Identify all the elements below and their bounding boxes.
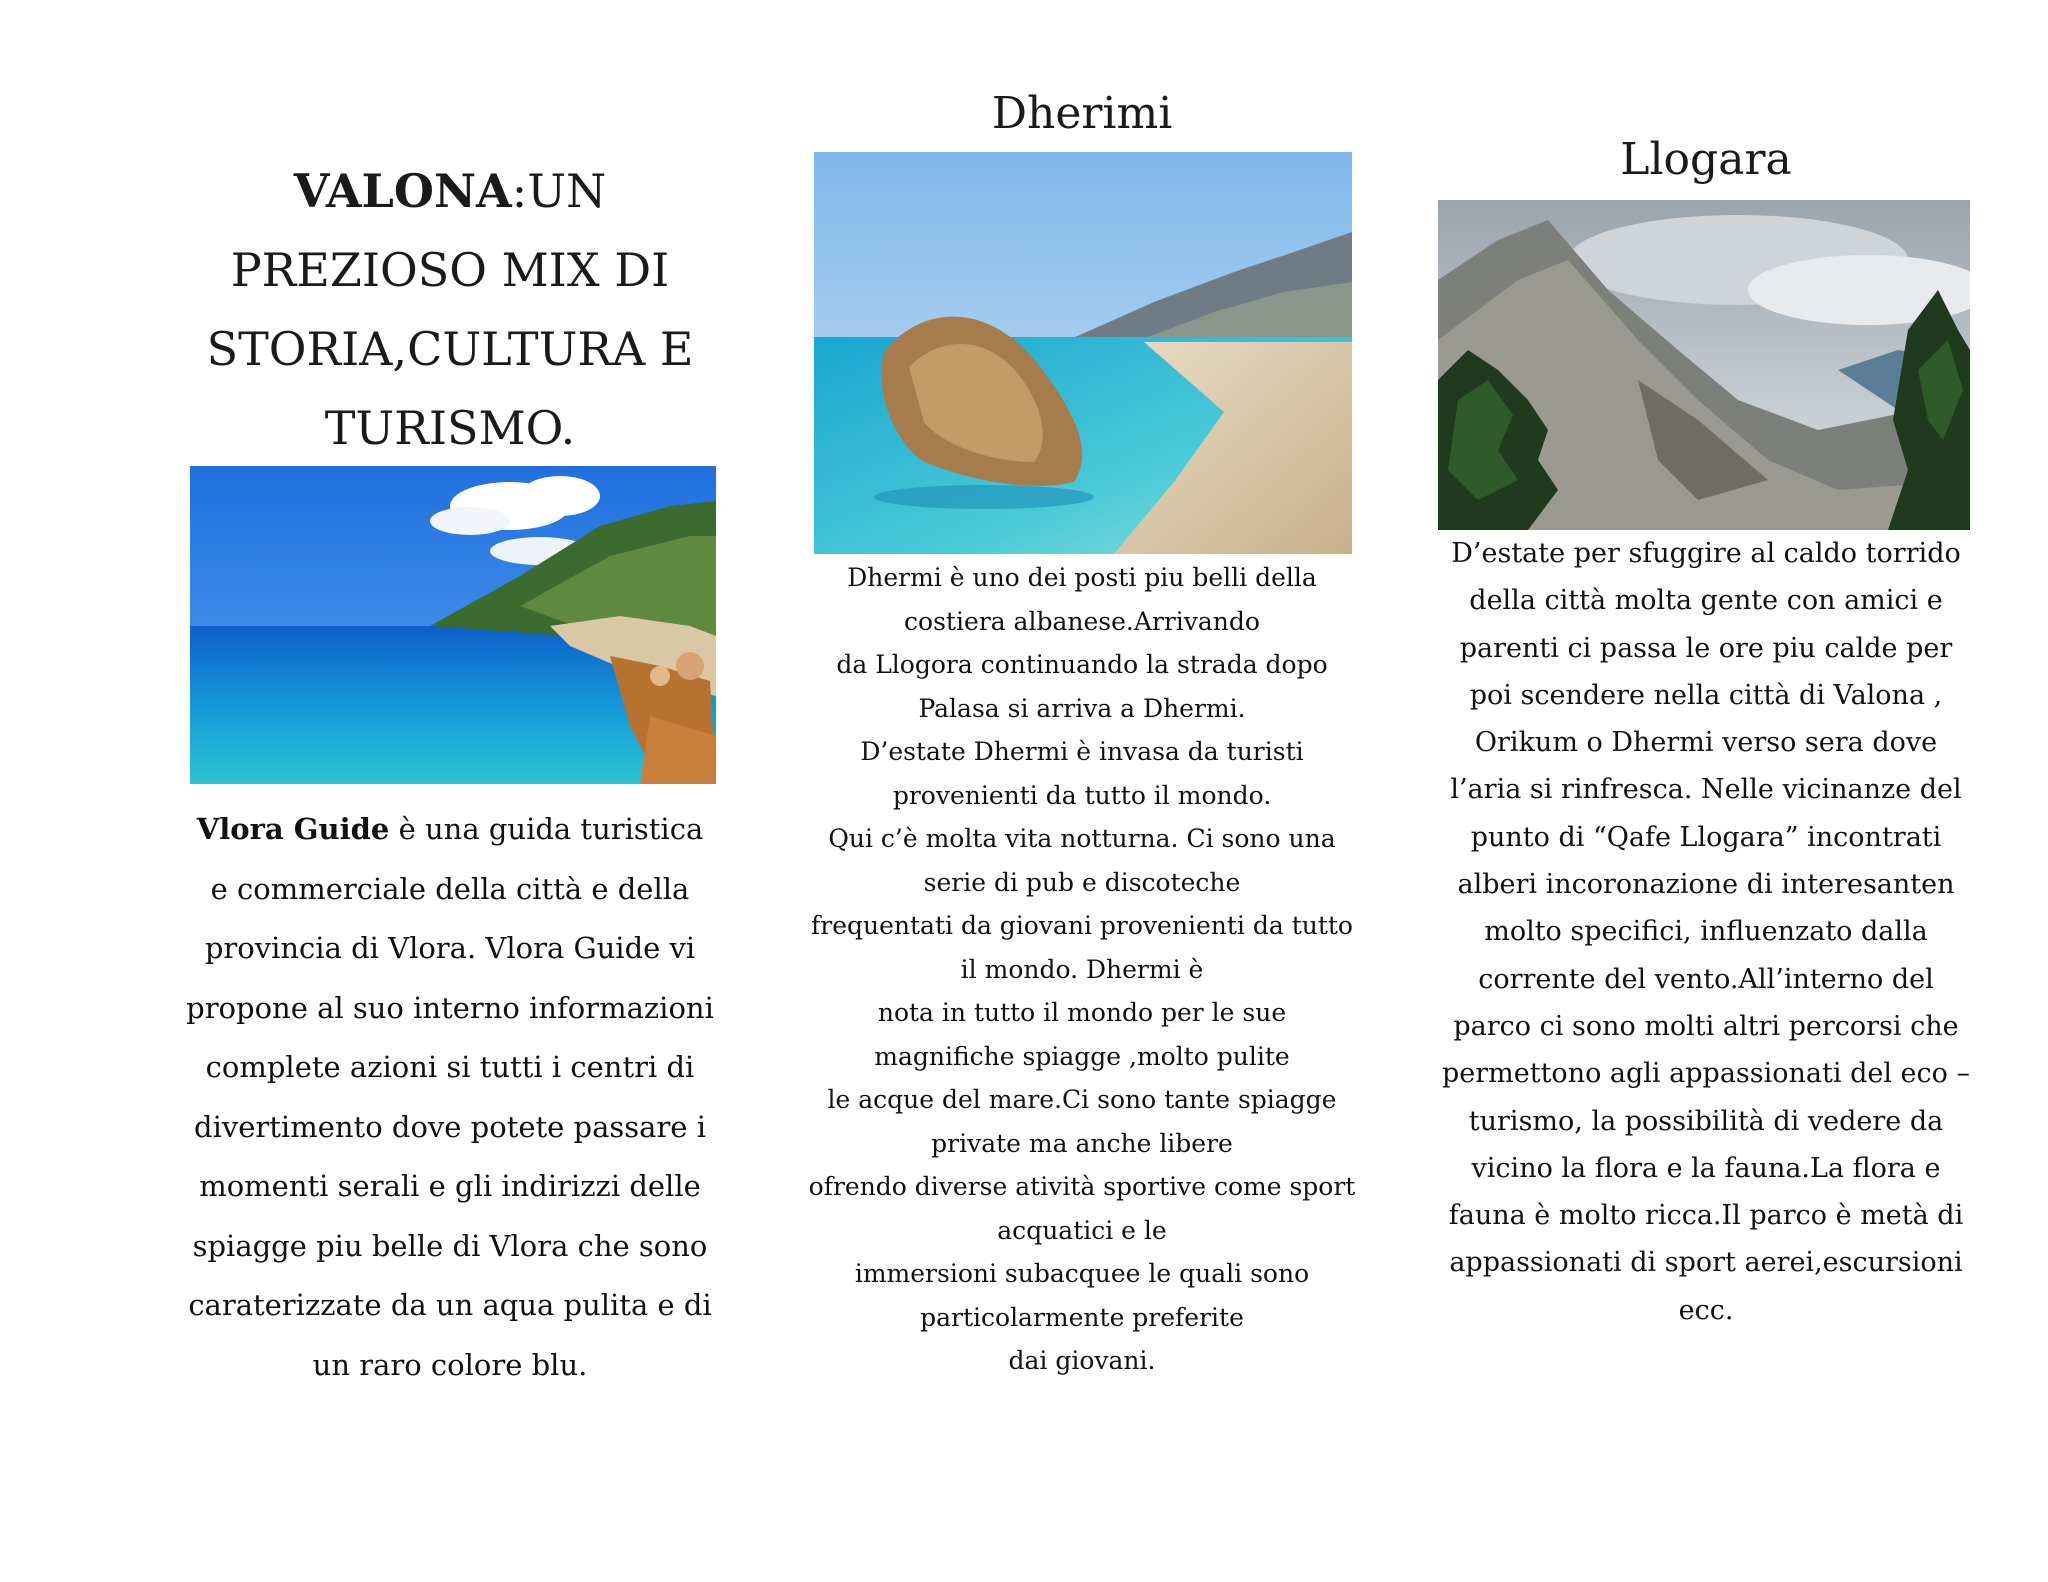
- dherimi-beach-photo: [814, 152, 1352, 554]
- dherimi-description: [808, 556, 1356, 1383]
- dherimi-line: nota in tutto il mondo per le sue magnifiche spiagge ,molto pulite: [874, 998, 1290, 1071]
- dherimi-line: dai giovani.: [1008, 1346, 1156, 1375]
- dherimi-line: Qui c’è molta vita notturna. Ci sono una serie di pub e discoteche: [828, 824, 1336, 897]
- vlora-guide-name: Vlora Guide: [196, 812, 390, 846]
- llogara-mountain-photo: [1438, 200, 1970, 530]
- dherimi-line: frequentati da giovani provenienti da tutto il mondo. Dhermi è: [811, 911, 1353, 984]
- vlora-guide-intro: [184, 800, 716, 1395]
- llogara-heading: Llogara: [1620, 134, 1792, 185]
- brochure-title: [184, 152, 716, 468]
- title-city: VALONA: [293, 164, 512, 218]
- dherimi-line: da Llogora continuando la strada dopo Palasa si arriva a Dhermi.: [836, 650, 1328, 723]
- vlora-guide-text: è una guida turistica e commerciale della città e della provincia di Vlora. Vlora Guide vi propone al suo interno informazioni complete azioni si tutti i centri di divertimento dove potete passare i momenti serali e gli indirizzi delle spiagge piu belle di Vlora che sono caraterizzate da un aqua pulita e di un raro colore blu.: [186, 812, 714, 1382]
- valona-beach-photo: [190, 466, 716, 784]
- llogara-description: D’estate per sfuggire al caldo torrido della città molta gente con amici e parenti ci passa le ore piu calde per poi scendere nella città di Valona , Orikum o Dhermi verso sera dove l’aria si rinfresca. Nelle vicinanze del punto di “Qafe Llogara” incontrati alberi incoronazione di interesanten molto specifici, influenzato dalla corrente del vento.All’interno del parco ci sono molti altri percorsi che permettono agli appassionati del eco – turismo, la possibilità di vedere da vicino la flora e la fauna.La flora e fauna è molto ricca.Il parco è metà di appassionati di sport aerei,escursioni ecc.: [1441, 538, 1970, 1326]
- dherimi-line: ofrendo diverse atività sportive come sport acquatici e le: [808, 1172, 1356, 1245]
- title-subtitle: :UN PREZIOSO MIX DI STORIA,CULTURA E TURISMO.: [206, 164, 694, 455]
- dherimi-heading: Dherimi: [991, 88, 1173, 139]
- dherimi-line: le acque del mare.Ci sono tante spiagge private ma anche libere: [827, 1085, 1337, 1158]
- dherimi-line: immersioni subacquee le quali sono particolarmente preferite: [854, 1259, 1310, 1332]
- dherimi-line: Dhermi è uno dei posti piu belli della costiera albanese.Arrivando: [847, 563, 1317, 636]
- dherimi-line: D’estate Dhermi è invasa da turisti provenienti da tutto il mondo.: [860, 737, 1304, 810]
